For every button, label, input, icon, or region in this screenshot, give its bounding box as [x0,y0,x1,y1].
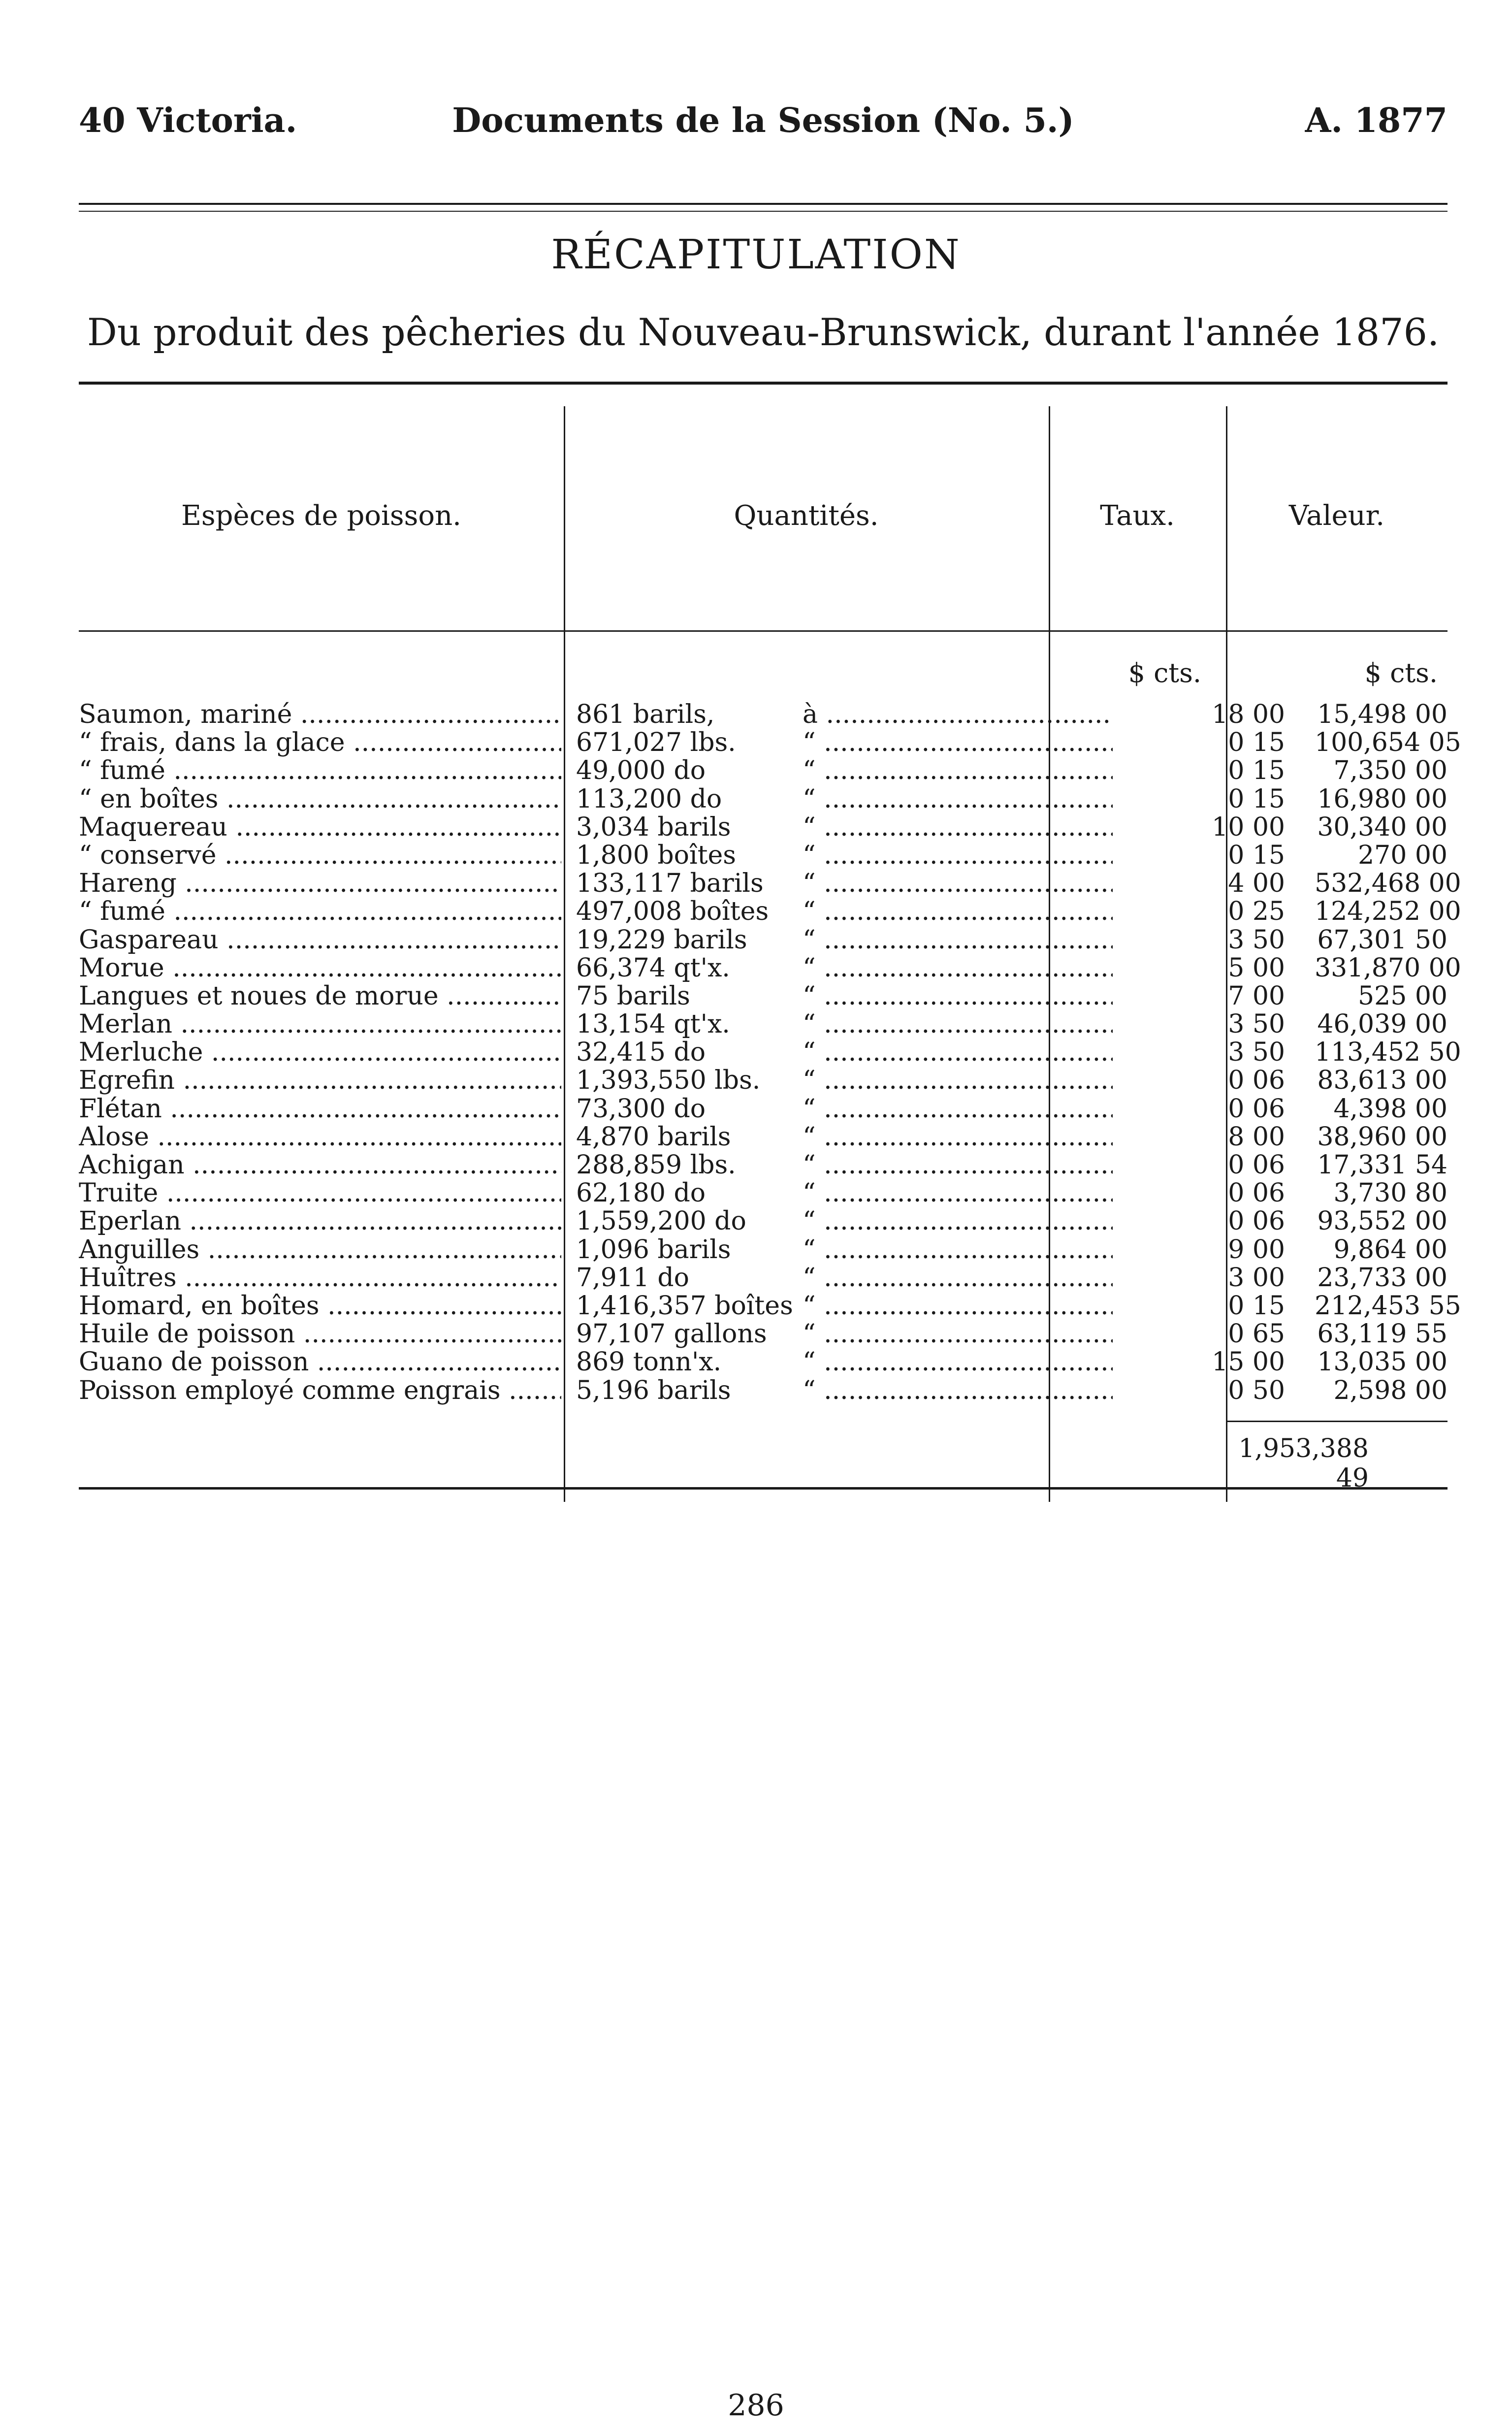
rate-cell: 3 50 [1228,925,1285,955]
species-cell: Morue ..... [79,954,561,982]
species-cell: “ fumé ..... [79,898,561,926]
rate-cell: 0 06 [1228,1206,1285,1236]
ditto-cell: “ ..... [803,954,1113,982]
table-row [79,757,1448,785]
rate-cell: 0 65 [1228,1319,1285,1349]
column-header-rate: Taux. [1100,500,1175,532]
table-row [79,1291,1461,1321]
value-cell: 124,252 00 [1315,897,1461,927]
quantity-cell: 4,870 barils [576,1122,731,1152]
species-cell: Guano de poisson ..... [79,1348,561,1376]
ditto-cell: “ ..... [803,926,1113,954]
header-documents: Documents de la Session (No. 5.) [452,101,1074,140]
rate-cell: 15 00 [1212,1347,1285,1377]
quantity-cell: 113,200 do [576,784,722,814]
species-cell: Truite ..... [79,1179,561,1207]
total-rule [1226,1421,1448,1422]
quantity-cell: 75 barils [576,981,690,1011]
table-row [79,1207,1448,1235]
ditto-cell: “ ..... [803,898,1113,926]
rate-cell: 0 15 [1228,840,1285,870]
value-cell: 83,613 00 [1317,1066,1448,1096]
species-cell: Achigan ..... [79,1151,561,1179]
value-cell: 113,452 50 [1315,1038,1461,1068]
ditto-cell: “ ..... [803,1292,1113,1320]
species-cell: Huile de poisson ..... [79,1320,561,1348]
quantity-cell: 1,096 barils [576,1234,731,1265]
table-row [79,926,1448,954]
ditto-cell: “ ..... [803,813,1113,842]
species-cell: Flétan ..... [79,1095,561,1123]
rate-cell: 18 00 [1212,700,1285,729]
page-subtitle: Du produit des pêcheries du Nouveau-Brunswick, durant l'année 1876. [87,310,1440,354]
ditto-cell: “ ..... [803,870,1113,898]
table-row [79,1236,1448,1264]
table-row [79,728,1461,758]
table-row [79,1348,1448,1376]
ditto-cell: “ ..... [803,1377,1113,1405]
quantity-cell: 49,000 do [576,756,706,786]
quantity-cell: 62,180 do [576,1178,706,1208]
value-cell: 532,468 00 [1315,869,1461,899]
value-cell: 30,340 00 [1317,812,1448,842]
species-cell: “ en boîtes ..... [79,785,561,813]
column-header-quantity: Quantités. [734,500,879,532]
table-row [79,869,1461,899]
header-rule-top [79,203,1448,205]
rate-cell: 0 15 [1228,1291,1285,1321]
quantity-cell: 32,415 do [576,1038,706,1068]
species-cell: Merlan ..... [79,1010,561,1039]
ditto-cell: “ ..... [803,982,1113,1010]
rate-cell: 4 00 [1228,869,1285,899]
grand-total: 1,953,388 49 [1238,1434,1369,1493]
header-volume: 40 Victoria. [79,101,297,140]
ditto-cell: “ ..... [803,1067,1113,1095]
rate-cell: 3 50 [1228,1038,1285,1068]
rate-cell: 0 15 [1228,784,1285,814]
rate-cell: 3 50 [1228,1009,1285,1039]
species-cell: Egrefin ..... [79,1067,561,1095]
value-cell: 17,331 54 [1317,1150,1448,1180]
value-cell: 100,654 05 [1315,728,1461,758]
quantity-cell: 3,034 barils [576,812,731,842]
value-cell: 7,350 00 [1333,756,1448,786]
page-header [79,101,1448,155]
ditto-cell: “ ..... [803,1151,1113,1179]
header-rule-bottom [79,211,1448,212]
value-cell: 212,453 55 [1315,1291,1461,1321]
value-cell: 67,301 50 [1317,925,1448,955]
value-cell: 270 00 [1358,840,1448,870]
table-row [79,1038,1461,1068]
quantity-cell: 13,154 qt'x. [576,1009,730,1039]
rate-cell: 5 00 [1228,953,1285,983]
quantity-cell: 861 barils, [576,700,715,729]
rate-cell: 0 15 [1228,728,1285,758]
quantity-cell: 97,107 gallons [576,1319,767,1349]
ditto-cell: “ ..... [803,1236,1113,1264]
quantity-cell: 1,800 boîtes [576,840,736,870]
value-cell: 23,733 00 [1317,1263,1448,1293]
rate-cell: 0 06 [1228,1150,1285,1180]
table-row [79,1123,1448,1151]
ditto-cell: “ ..... [803,785,1113,813]
value-cell: 4,398 00 [1333,1094,1448,1124]
table-row [79,953,1461,983]
quantity-cell: 133,117 barils [576,869,764,899]
species-cell: Langues et noues de morue ..... [79,982,561,1010]
value-cell: 9,864 00 [1333,1234,1448,1265]
value-cell: 93,552 00 [1317,1206,1448,1236]
species-cell: Huîtres ..... [79,1264,561,1292]
rate-cell: 8 00 [1228,1122,1285,1152]
rate-cell: 9 00 [1228,1234,1285,1265]
value-cell: 46,039 00 [1317,1009,1448,1039]
value-cell: 38,960 00 [1317,1122,1448,1152]
value-cell: 331,870 00 [1315,953,1461,983]
table-row [79,897,1461,927]
species-cell: “ fumé ..... [79,757,561,785]
table-row [79,1095,1448,1123]
species-cell: Maquereau ..... [79,813,561,842]
species-cell: Eperlan ..... [79,1207,561,1235]
rate-cell: 10 00 [1212,812,1285,842]
rate-cell: 0 50 [1228,1375,1285,1405]
ditto-cell: “ ..... [803,842,1113,870]
species-cell: Saumon, mariné ..... [79,701,561,729]
rate-cell: 7 00 [1228,981,1285,1011]
quantity-cell: 1,559,200 do [576,1206,746,1236]
rate-cell: 3 00 [1228,1263,1285,1293]
quantity-cell: 66,374 qt'x. [576,953,730,983]
column-header-value: Valeur. [1288,500,1385,532]
table-row [79,813,1448,842]
table-row [79,1377,1448,1405]
species-cell: “ conservé ..... [79,842,561,870]
ditto-cell: “ ..... [803,1039,1113,1067]
table-row [79,701,1448,729]
quantity-cell: 1,416,357 boîtes [576,1291,793,1321]
ditto-cell: “ ..... [803,1010,1113,1039]
table-row [79,1264,1448,1292]
table-row [79,785,1448,813]
ditto-cell: “ ..... [803,1207,1113,1235]
quantity-cell: 497,008 boîtes [576,897,769,927]
value-unit-label: $ cts. [1364,657,1438,688]
table-row [79,1010,1448,1039]
species-cell: Alose ..... [79,1123,561,1151]
rate-cell: 0 06 [1228,1178,1285,1208]
value-cell: 13,035 00 [1317,1347,1448,1377]
table-row [79,1320,1448,1348]
table-row [79,842,1448,870]
quantity-cell: 7,911 do [576,1263,689,1293]
ditto-cell: “ ..... [803,1264,1113,1292]
ditto-cell: “ ..... [803,757,1113,785]
quantity-cell: 1,393,550 lbs. [576,1066,761,1096]
ditto-cell: “ ..... [803,1179,1113,1207]
ditto-cell: “ ..... [803,1095,1113,1123]
header-divider [79,630,1448,632]
value-cell: 3,730 80 [1333,1178,1448,1208]
page-title: RÉCAPITULATION [551,231,961,278]
table-row [79,982,1448,1010]
quantity-cell: 73,300 do [576,1094,706,1124]
ditto-cell: “ ..... [803,1348,1113,1376]
species-cell: Homard, en boîtes ..... [79,1292,561,1320]
rate-cell: 0 06 [1228,1066,1285,1096]
ditto-cell: “ ..... [803,1320,1113,1348]
table-row [79,1151,1448,1179]
column-header-species: Espèces de poisson. [181,500,461,532]
rate-cell: 0 25 [1228,897,1285,927]
value-cell: 63,119 55 [1317,1319,1448,1349]
table-body [79,700,1461,1405]
quantity-cell: 288,859 lbs. [576,1150,736,1180]
value-cell: 525 00 [1358,981,1448,1011]
ditto-cell: à ..... [803,701,1113,729]
header-year: A. 1877 [1305,101,1448,140]
ditto-cell: “ ..... [803,1123,1113,1151]
ditto-cell: “ ..... [803,729,1113,757]
quantity-cell: 5,196 barils [576,1375,731,1405]
table-row [79,1067,1448,1095]
species-cell: Gaspareau ..... [79,926,561,954]
rate-cell: 0 06 [1228,1094,1285,1124]
species-cell: Merluche ..... [79,1039,561,1067]
page-number: 286 [728,2388,784,2423]
species-cell: Anguilles ..... [79,1236,561,1264]
quantity-cell: 19,229 barils [576,925,747,955]
quantity-cell: 869 tonn'x. [576,1347,722,1377]
quantity-cell: 671,027 lbs. [576,728,736,758]
species-cell: Poisson employé comme engrais ..... [79,1377,561,1405]
species-cell: Hareng ..... [79,870,561,898]
value-cell: 15,498 00 [1317,700,1448,729]
rate-unit-label: $ cts. [1128,657,1201,688]
rate-cell: 0 15 [1228,756,1285,786]
table-row [79,1179,1448,1207]
species-cell: “ frais, dans la glace ..... [79,729,561,757]
value-cell: 2,598 00 [1333,1375,1448,1405]
value-cell: 16,980 00 [1317,784,1448,814]
table-top-rule [79,382,1448,385]
